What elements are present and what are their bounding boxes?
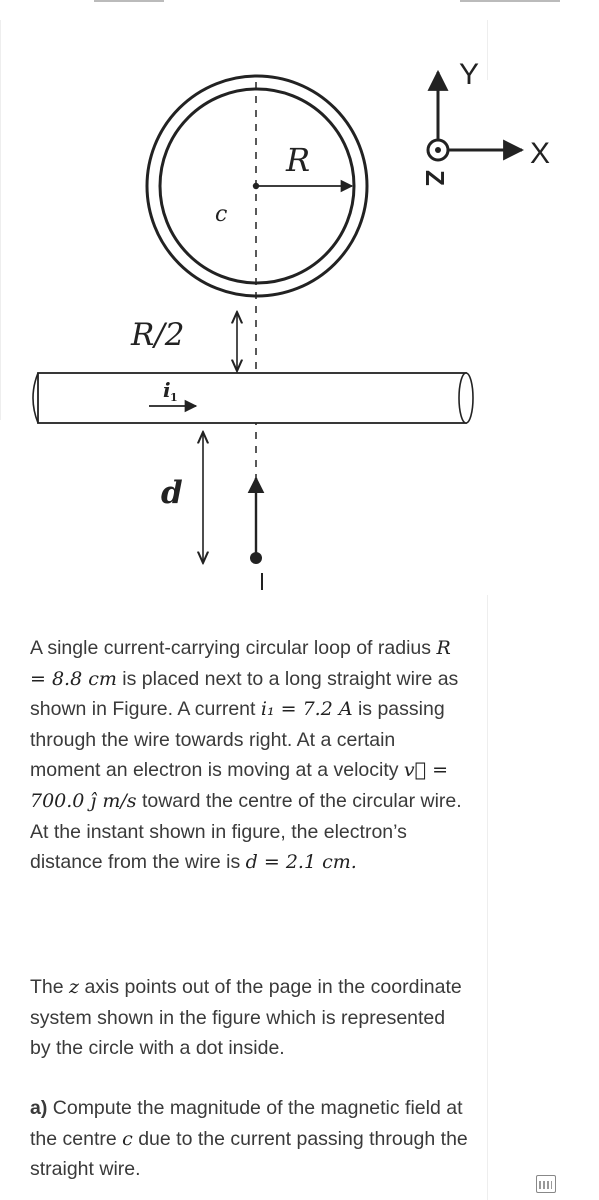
problem-statement	[30, 633, 470, 878]
axis-note	[30, 972, 470, 1064]
straight-wire	[33, 373, 473, 423]
gap-label: R/2	[131, 317, 185, 353]
problem-text: is placed next to a long straight wire as shown in Figure. A current	[30, 667, 459, 721]
coordinate-axes	[420, 58, 550, 186]
x-axis-label: X	[530, 137, 551, 170]
current-label: i	[163, 378, 171, 402]
center-label: c	[215, 202, 228, 227]
distance-label: d	[161, 475, 183, 511]
y-axis-label: Y	[459, 58, 480, 91]
center-symbol: c	[122, 1127, 133, 1150]
radius-label: R	[286, 141, 311, 179]
question-a	[30, 1093, 470, 1185]
side-panel	[487, 595, 599, 1200]
current-value: i₁ = 7.2 A	[260, 698, 353, 721]
z-axis-label: Z	[420, 170, 450, 186]
problem-text: is passing through the wire towards right. At a certain moment an electron is moving at a velocity	[30, 698, 445, 782]
z-symbol: z	[69, 976, 80, 998]
question-text: due to the current passing through the straight wire.	[30, 1127, 468, 1181]
question-label: a)	[30, 1097, 48, 1119]
current-subscript: 1	[170, 391, 178, 404]
calculator-icon[interactable]	[536, 1175, 556, 1193]
velocity-value: v⃗ = 700.0 ĵ m/s	[30, 759, 449, 812]
distance-value: d = 2.1 cm.	[245, 851, 357, 874]
problem-text: toward the centre of the circular wire. At the instant shown in figure, the electron’s distance from the wire is	[30, 789, 462, 874]
radius-value: R = 8.8 cm	[30, 637, 451, 690]
cropped-top-remnants	[94, 0, 560, 2]
question-text: Compute the magnitude of the magnetic field at the centre	[30, 1097, 463, 1150]
note-text: axis points out of the page in the coordinate system shown in the figure which is represented by the circle with a dot inside.	[30, 976, 462, 1060]
note-text: The	[30, 976, 70, 998]
problem-text: A single current-carrying circular loop of radius	[30, 637, 437, 659]
electron-dot	[250, 552, 262, 564]
